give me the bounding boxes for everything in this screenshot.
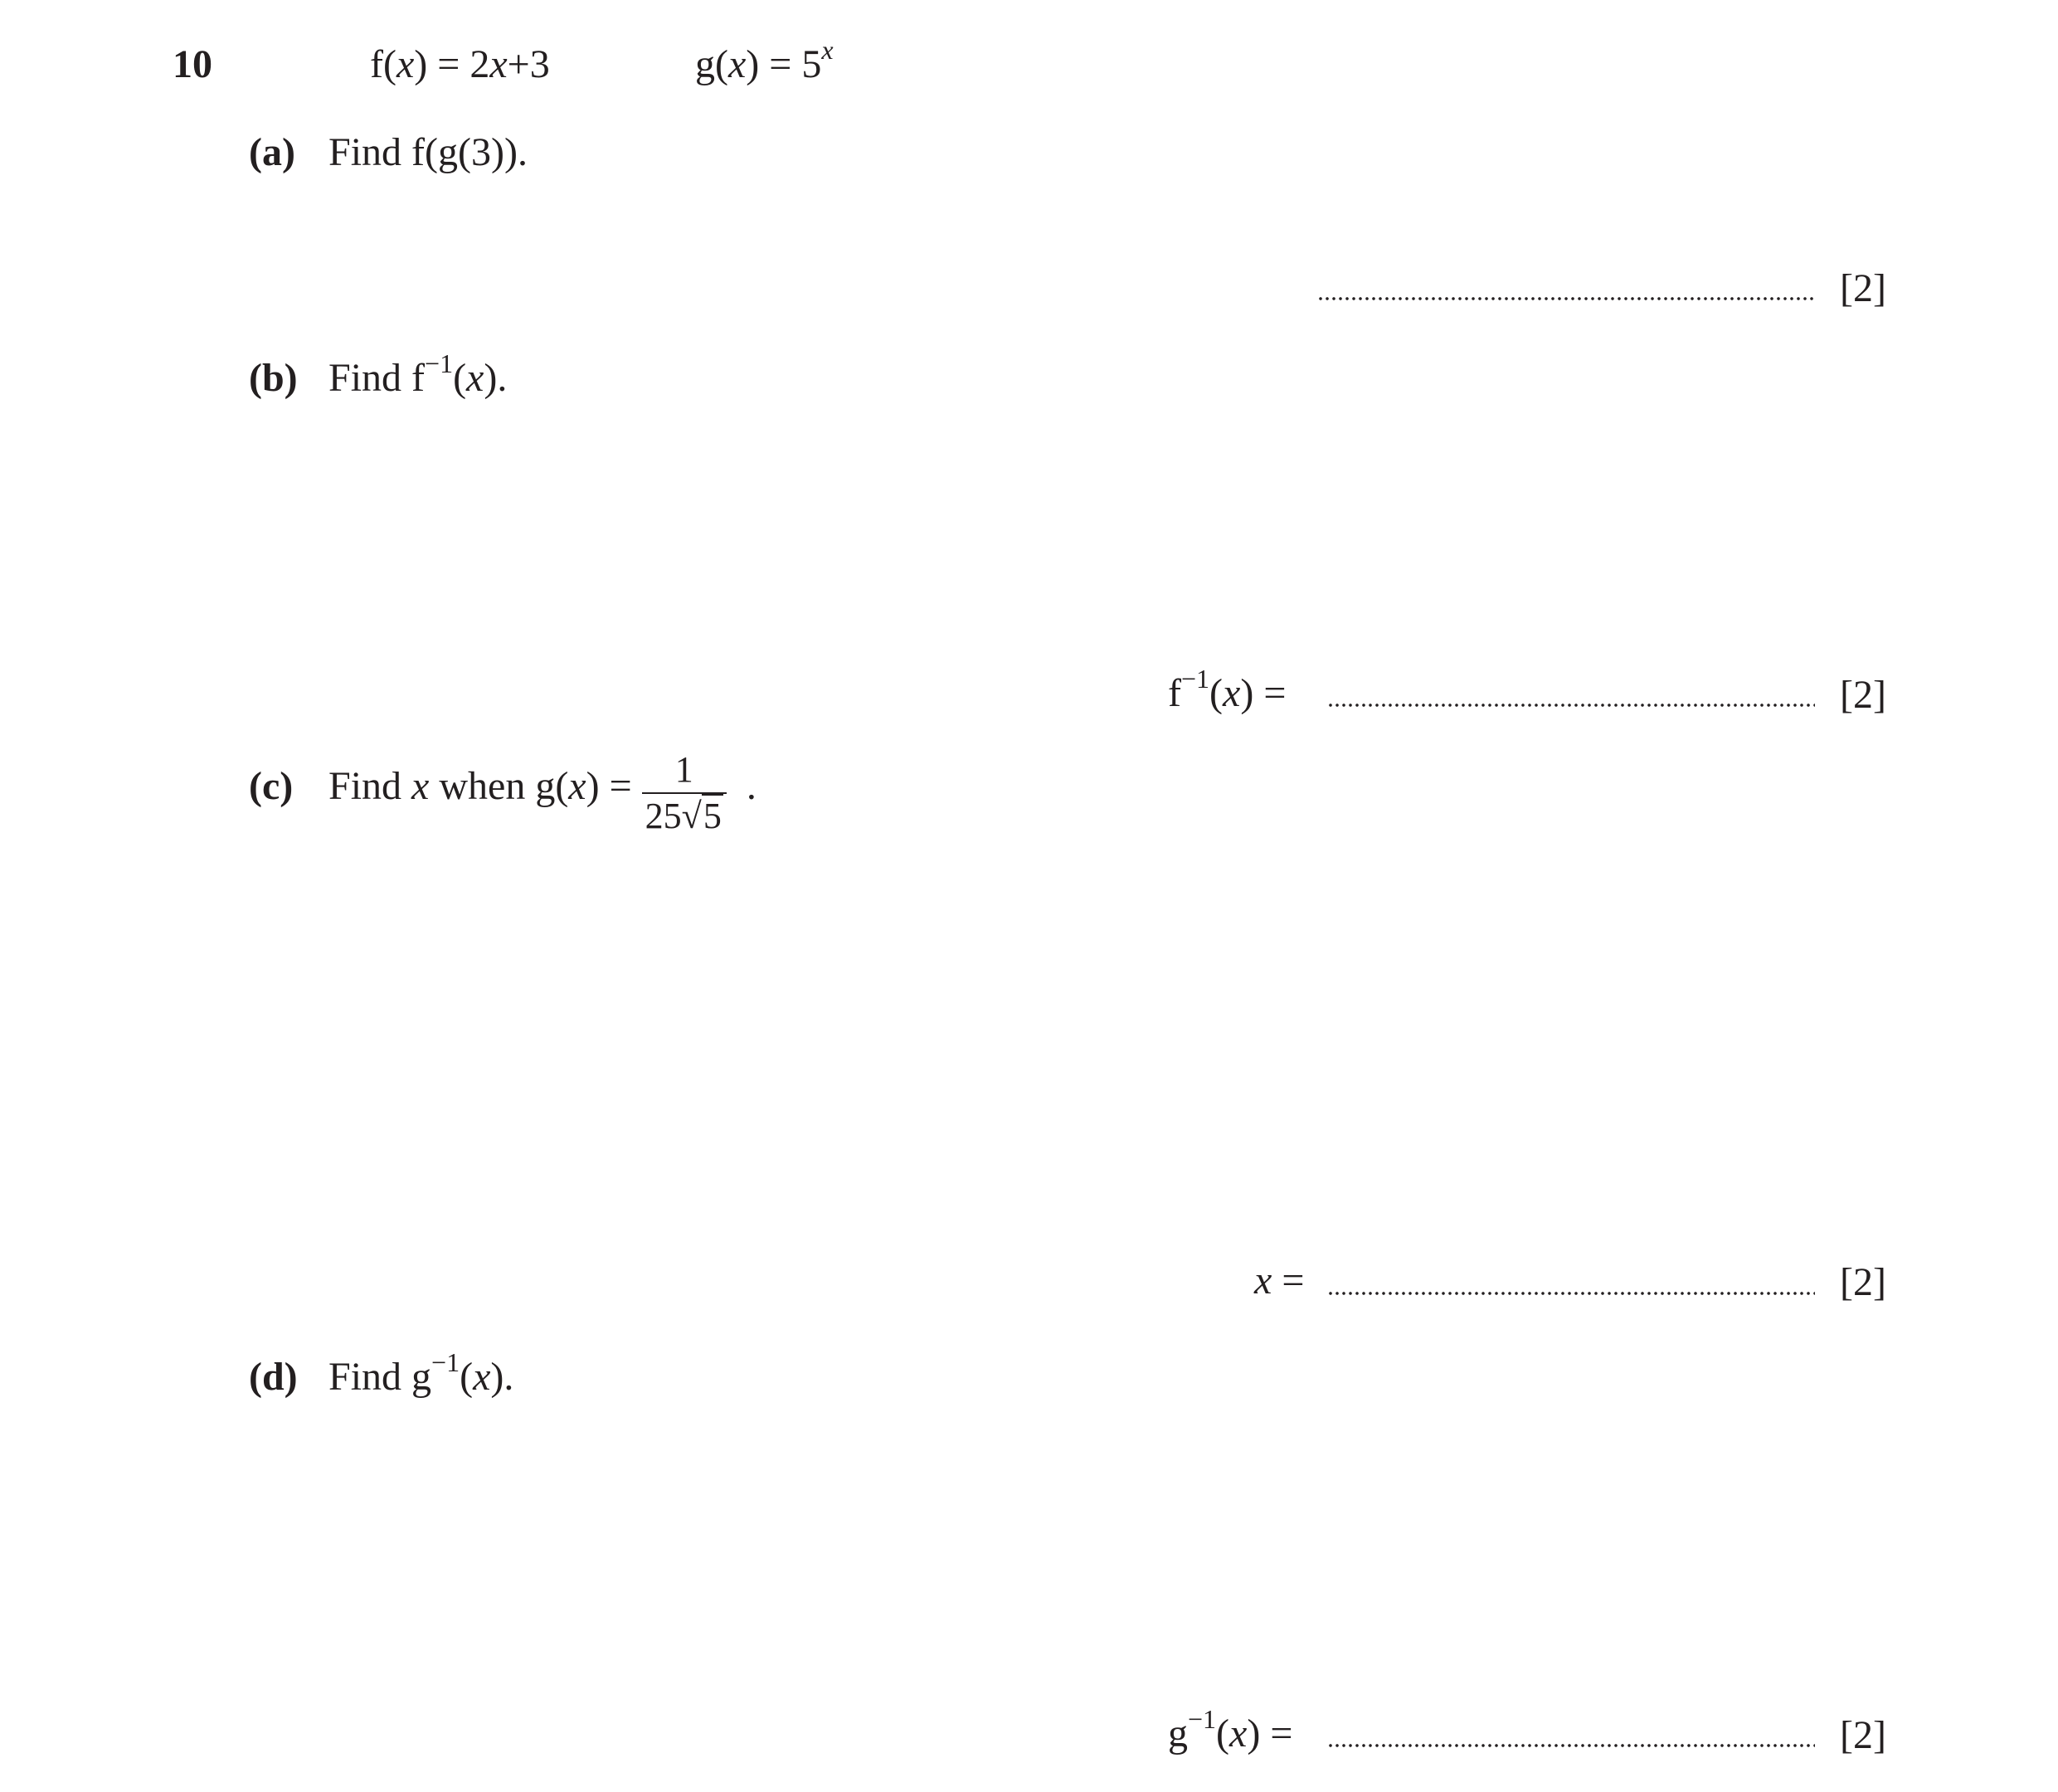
part-c-marks: [2]: [1840, 1260, 1886, 1304]
part-b-answer-prefix: $f^{-1}(x)$ =: [1168, 664, 1287, 715]
part-d-answer-prefix: $g^{-1}(x)$ =: [1168, 1704, 1293, 1755]
part-b-label: (b): [249, 356, 298, 400]
part-c-answer-line[interactable]: [1327, 1292, 1815, 1295]
part-d-label: (d): [249, 1355, 298, 1399]
part-c-label: (c): [249, 764, 294, 808]
part-a-question: Find f(g(3)).: [328, 130, 528, 174]
part-d-question: Find $g^{-1}(x)$.: [328, 1347, 514, 1399]
part-a-answer-line[interactable]: [1317, 297, 1815, 300]
part-b-question: Find $f^{-1}(x)$.: [328, 348, 508, 400]
part-a-marks: [2]: [1840, 266, 1886, 310]
part-c-fraction: $\frac{1}{25√5}$: [642, 747, 727, 839]
part-b-marks: [2]: [1840, 673, 1886, 717]
part-b-answer-line[interactable]: [1327, 704, 1815, 707]
function-g-definition: $g(x) = 5^x$: [695, 35, 834, 86]
part-d-answer-line[interactable]: [1327, 1744, 1815, 1747]
function-f-definition: f(x) = 2x+3: [370, 42, 550, 86]
part-d-marks: [2]: [1840, 1713, 1886, 1757]
part-c-question: Find x when g(x) = $\frac{1}{25√5}$ .: [328, 743, 757, 835]
question-number: 10: [173, 42, 212, 86]
part-c-answer-prefix: x =: [1254, 1259, 1305, 1303]
part-a-label: (a): [249, 130, 295, 174]
